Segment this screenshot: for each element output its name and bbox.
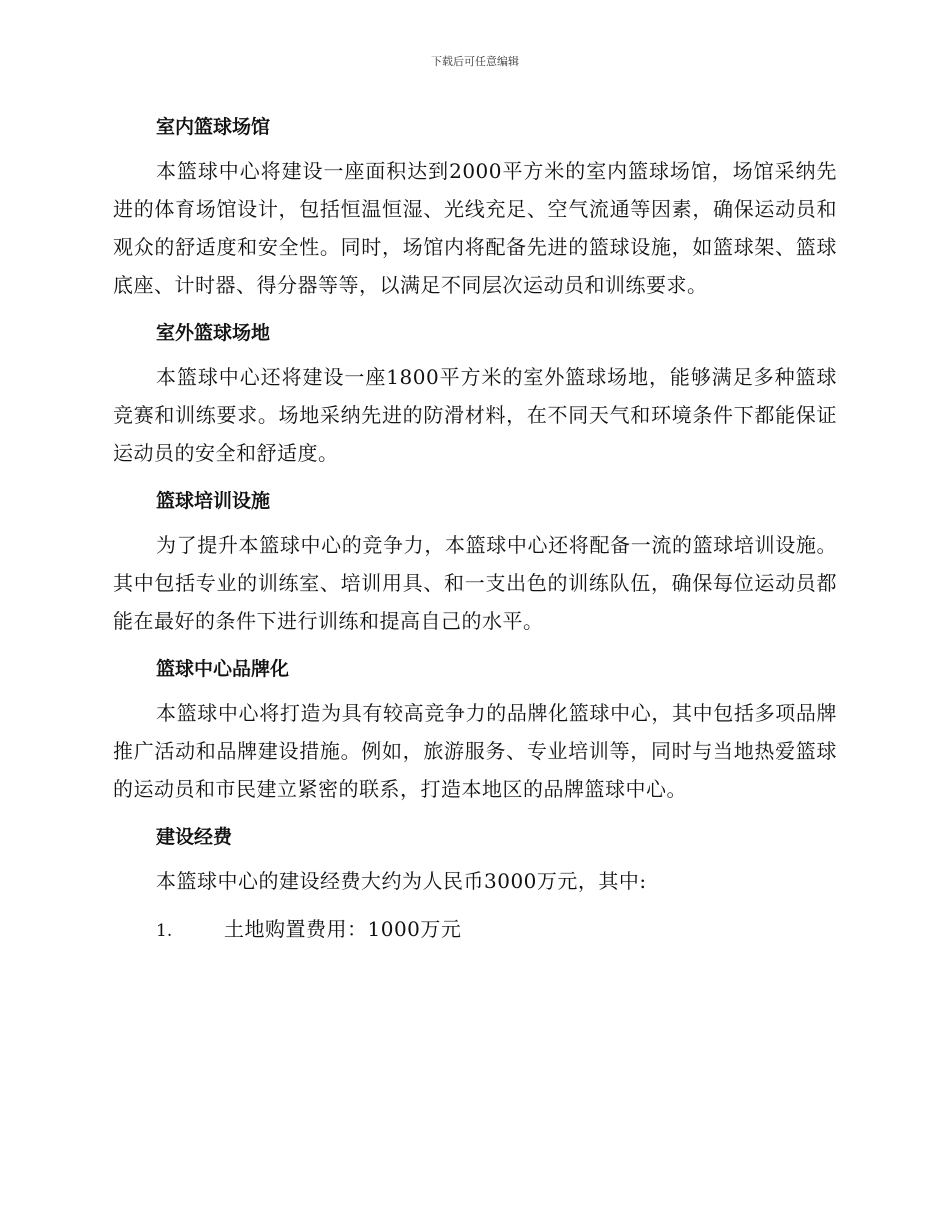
section-heading-training-facilities: 篮球培训设施 [156,490,271,512]
section-heading-indoor-court: 室内篮球场馆 [156,116,271,138]
list-item-text: 土地购置费用：1000万元 [224,917,462,941]
list-item-number: 1. [156,921,173,941]
section-heading-outdoor-court: 室外篮球场地 [156,322,271,344]
list-item [113,910,837,950]
page-header: 下载后可任意编辑 [431,55,519,68]
paragraph-training-facilities: 为了提升本篮球中心的竞争力，本篮球中心还将配备一流的篮球培训设施。其中包括专业的训练室、培训用具、和一支出色的训练队伍，确保每位运动员都能在最好的条件下进行训练和提高自己的水平。 [113,533,837,633]
section-heading-construction-cost: 建设经费 [156,826,233,848]
paragraph-indoor-court: 本篮球中心将建设一座面积达到2000平方米的室内篮球场馆，场馆采纳先进的体育场馆设计，包括恒温恒湿、光线充足、空气流通等因素，确保运动员和观众的舒适度和安全性。同时，场馆内将配备先进的篮球设施，如篮球架、篮球底座、计时器、得分器等等，以满足不同层次运动员和训练要求。 [113,159,837,297]
section-heading-branding: 篮球中心品牌化 [156,658,290,680]
paragraph-construction-cost: 本篮球中心的建设经费大约为人民币3000万元，其中: [156,869,647,893]
document-body [113,108,837,950]
paragraph-branding: 本篮球中心将打造为具有较高竞争力的品牌化篮球中心，其中包括多项品牌推广活动和品牌建设措施。例如，旅游服务、专业培训等，同时与当地热爱篮球的运动员和市民建立紧密的联系，打造本地区的品牌篮球中心。 [113,701,837,801]
paragraph-outdoor-court: 本篮球中心还将建设一座1800平方米的室外篮球场地，能够满足多种篮球竞赛和训练要求。场地采纳先进的防滑材料，在不同天气和环境条件下都能保证运动员的安全和舒适度。 [113,365,837,465]
